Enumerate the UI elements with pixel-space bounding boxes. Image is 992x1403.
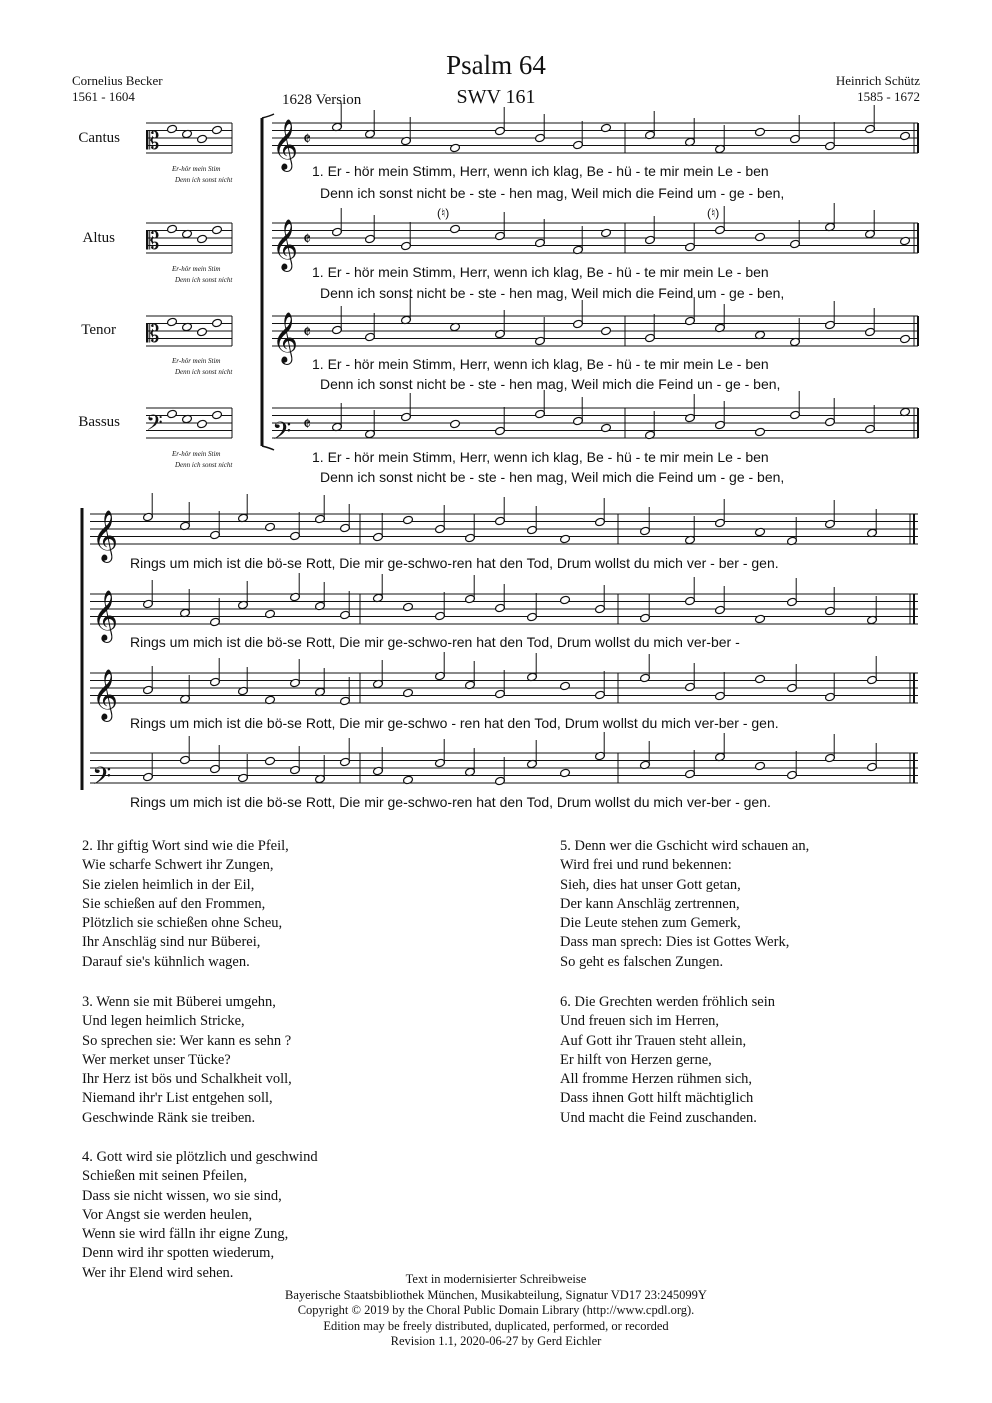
system2-clef: 𝄞 [92,590,119,641]
incipit-text-tenor-1: Er-hör mein Stim [172,357,221,365]
note-head [450,224,461,234]
note-head [403,602,414,612]
incipit-clef: 𝄡 [146,320,160,348]
incipit-text-tenor-2: Denn ich sonst nicht [175,368,233,376]
incipit-text-cantus-1: Er-hör mein Stim [172,165,221,173]
note-head [560,595,571,605]
note-head [601,326,612,336]
note-head [755,761,766,771]
footer-credits [0,1272,992,1350]
lyrics-bassus-line2: Rings um mich ist die bö-se Rott, Die mir ge-schwo-ren hat den Tod, Drum wollst du mich ver-ber - gen. [130,794,771,810]
accidental-cantus-2: (♮) [707,206,720,220]
note-head [601,228,612,238]
lyrics-bassus-verse1b: Denn ich sonst nicht be - ste - hen mag, Weil mich die Feind um - ge - ben, [320,469,785,485]
note-head [450,419,461,429]
lyrics-cantus-verse1: 1. Er - hör mein Stimm, Herr, wenn ich klag, Be - hü - te mir mein Le - ben [312,163,769,179]
footer-line-3: Copyright © 2019 by the Choral Public Domain Library (http://www.cpdl.org). [297,1303,695,1317]
note-head [265,609,276,619]
lyrics-altus-verse1: 1. Er - hör mein Stimm, Herr, wenn ich klag, Be - hü - te mir mein Le - ben [312,264,769,280]
main-clef: 𝄢 [272,417,292,452]
footer-line-2: Bayerische Staatsbibliothek München, Musikabteilung, Signatur VD17 23:245099Y [285,1287,707,1302]
note-head [560,534,571,544]
note-head [167,124,178,134]
lyrics-tenor-verse1: 1. Er - hör mein Stimm, Herr, wenn ich klag, Be - hü - te mir mein Le - ben [312,356,769,372]
verse-4: 4. Gott wird sie plötzlich und geschwind Schießen mit seinen Pfeilen, Dass sie nicht wissen, wo sie sind, Vor Angst sie werden heulen, Wenn sie wird fälln ihr eigne Zung, Denn wird ihr spotten wiederum, Wer ihr Elend wird sehen. [82,1149,318,1281]
note-head [212,225,223,235]
incipit-text-cantus-2: Denn ich sonst nicht [175,176,233,184]
note-head [167,409,178,419]
note-head [265,522,276,532]
note-head [197,419,208,429]
note-head [212,125,223,135]
note-head [212,410,223,420]
note-head [403,688,414,698]
time-signature: 𝄵 [303,322,312,343]
note-head [197,134,208,144]
note-head [197,234,208,244]
incipit-clef: 𝄢 [146,411,163,441]
note-head [450,143,461,153]
verse-5: 5. Denn wer die Gschicht wird schauen an, Wird frei und rund bekennen: Sieh, dies hat unser Gott getan, Der kann Anschläg zertrennen, Die Leute stehen zum Gemerk, Dass man sprech: Dies ist Gottes Werk, So geht es falschen Zungen. [560,838,810,970]
catalog-number: SWV 161 [456,86,536,108]
note-head [755,127,766,137]
lyrics-tenor-line2: Rings um mich ist die bö-se Rott, Die mir ge-schwo - ren hat den Tod, Drum wollst du mich ver-ber - gen. [130,715,779,731]
note-head [265,756,276,766]
incipit-text-bassus-2: Denn ich sonst nicht [175,461,233,469]
note-head [167,224,178,234]
note-head [212,318,223,328]
accidental-cantus-1: (♮) [437,206,450,220]
page-title: Psalm 64 [446,50,546,80]
note-head [601,423,612,433]
incipit-clef: 𝄡 [146,227,160,255]
verse-6: 6. Die Grechten werden fröhlich sein Und freuen sich im Herren, Auf Gott ihr Trauen steht allein, Er hilft von Herzen gerne, All fromme Herzen rühmen sich, Dass ihnen Gott hilft mächtiglich Und macht die Feind zuschanden. [560,994,776,1126]
composer-dates: 1585 - 1672 [857,89,920,104]
note-head [560,768,571,778]
system2-clef: 𝄢 [92,762,112,797]
lyrics-tenor-verse1b: Denn ich sonst nicht be - ste - hen mag, Weil mich die Feind un - ge - ben, [320,376,781,392]
voice-label-tenor: Tenor [81,322,116,338]
note-head [755,232,766,242]
footer-line-5: Revision 1.1, 2020-06-27 by Gerd Eichler [390,1334,602,1348]
lyrics-altus-line2: Rings um mich ist die bö-se Rott, Die mir ge-schwo-ren hat den Tod, Drum wollst du mich ver-ber - [130,634,740,650]
note-head [900,334,911,344]
system2-clef: 𝄞 [92,669,119,720]
note-head [403,515,414,525]
verse-2: 2. Ihr giftig Wort sind wie die Pfeil, Wie scharfe Schwert ihr Zungen, Sie zielen heimlich in der Eil, Sie schießen auf den Frommen, Plötzlich sie schießen ohne Scheu, Ihr Anschläg sind nur Büberei, Darauf sie's kühnlich wagen. [82,838,289,970]
note-head [167,317,178,327]
note-head [197,327,208,337]
time-signature: 𝄵 [303,414,312,435]
main-clef: 𝄞 [272,312,299,363]
note-head [560,681,571,691]
incipit-text-altus-2: Denn ich sonst nicht [175,276,233,284]
lyrics-bassus-verse1: 1. Er - hör mein Stimm, Herr, wenn ich klag, Be - hü - te mir mein Le - ben [312,449,769,465]
footer-line-4: Edition may be freely distributed, duplicated, performed, or recorded [323,1318,669,1333]
voice-label-cantus: Cantus [78,130,120,146]
footer-line-1: Text in modernisierter Schreibweise [405,1272,587,1286]
time-signature: 𝄵 [303,229,312,250]
poet-name: Cornelius Becker [72,73,163,88]
note-head [755,614,766,624]
lyrics-cantus-verse1b: Denn ich sonst nicht be - ste - hen mag, Weil mich die Feind um - ge - ben, [320,185,785,201]
incipit-clef: 𝄡 [146,127,160,155]
lyrics-cantus-line2: Rings um mich ist die bö-se Rott, Die mir ge-schwo-ren hat den Tod, Drum wollst du mich ver - ber - gen. [130,555,779,571]
main-clef: 𝄞 [272,219,299,270]
main-clef: 𝄞 [272,119,299,170]
version-label: 1628 Version [282,92,362,108]
poet-dates: 1561 - 1604 [72,89,135,104]
time-signature: 𝄵 [303,129,312,150]
note-head [601,123,612,133]
note-head [755,674,766,684]
incipit-text-bassus-1: Er-hör mein Stim [172,450,221,458]
verse-3: 3. Wenn sie mit Büberei umgehn, Und legen heimlich Stricke, So sprechen sie: Wer kann es sehn ? Wer merket unser Tücke? Ihr Herz ist bös und Schalkheit voll, Niemand ihr'r List entgehen soll, Geschwinde Ränk sie treiben. [82,994,292,1126]
voice-label-bassus: Bassus [78,414,120,430]
composer-name: Heinrich Schütz [835,73,920,88]
incipit-text-altus-1: Er-hör mein Stim [172,265,221,273]
voice-label-altus: Altus [82,230,115,246]
lyrics-altus-verse1b: Denn ich sonst nicht be - ste - hen mag, Weil mich die Feind um - ge - ben, [320,285,785,301]
note-head [900,131,911,141]
system2-clef: 𝄞 [92,510,119,561]
note-head [755,427,766,437]
